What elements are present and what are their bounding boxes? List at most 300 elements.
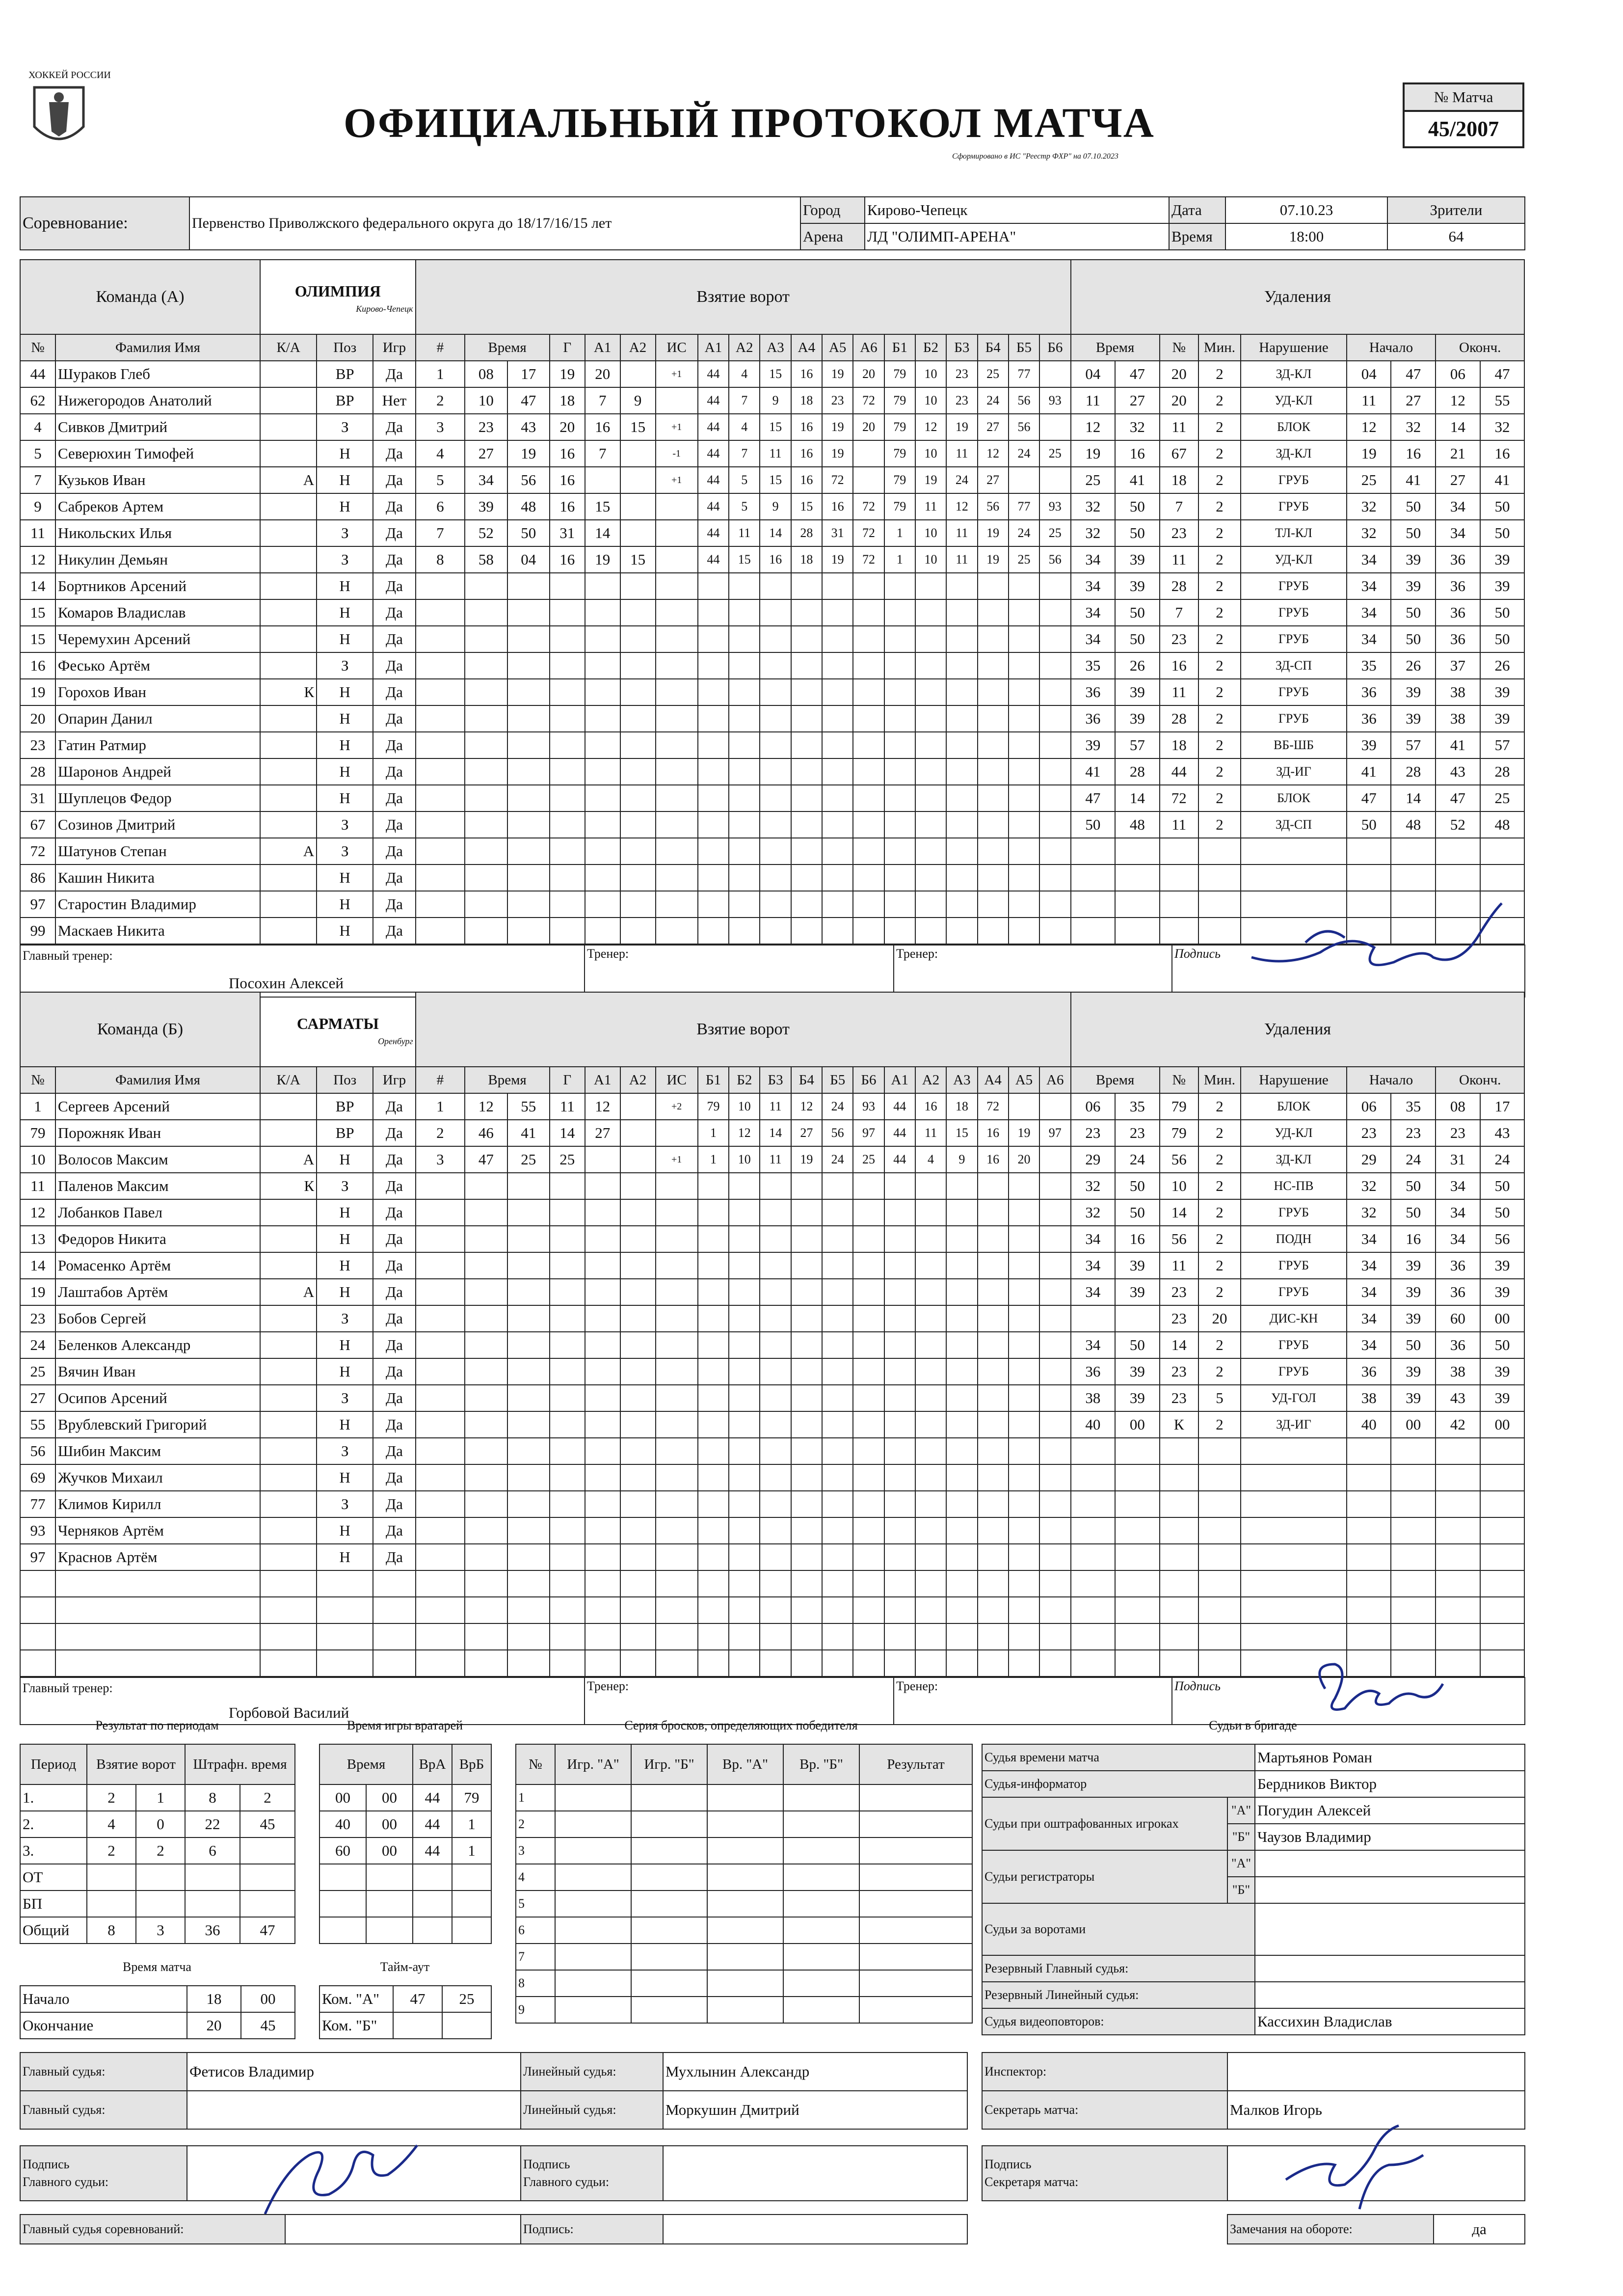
empty-cell	[1391, 1517, 1436, 1544]
onice-player: 1	[698, 1146, 729, 1173]
empty-cell	[656, 1358, 698, 1385]
penalty-second: 48	[1115, 811, 1160, 838]
timeout-table	[319, 1985, 492, 2039]
onice-player: 11	[946, 546, 977, 573]
empty-cell	[1241, 1464, 1347, 1491]
empty-cell	[416, 573, 465, 599]
empty-cell	[760, 1623, 791, 1650]
col-onice: А1	[698, 334, 729, 361]
period-name: 3.	[20, 1837, 87, 1864]
referee-signature-icon	[255, 2126, 432, 2229]
player-played: Да	[373, 1279, 415, 1305]
player-name: Осипов Арсений	[55, 1385, 260, 1411]
referee-label-2: Главный судья:	[20, 2091, 187, 2129]
player-number: 13	[20, 1226, 55, 1252]
player-played: Да	[373, 652, 415, 679]
reserve-head-label: Резервный Главный судья:	[982, 1955, 1255, 1982]
penalty-start-min: 04	[1347, 361, 1391, 387]
empty-cell	[620, 652, 656, 679]
empty-cell	[550, 1411, 585, 1438]
player-position: З	[317, 1173, 373, 1199]
goal-minute: 39	[465, 493, 507, 520]
match-number-box	[1403, 82, 1524, 148]
col-assist-2: А2	[620, 1067, 656, 1093]
onice-player: 1	[884, 520, 915, 546]
empty-cell	[416, 891, 465, 918]
linesman-label: Линейный судья:	[521, 2053, 663, 2091]
coach-label: Тренер:	[585, 945, 894, 997]
table-row	[20, 626, 1524, 652]
timekeeper-label: Судья времени матча	[982, 1744, 1255, 1771]
penalty-end-sec: 41	[1480, 467, 1525, 493]
pim-col: Штрафн. время	[185, 1744, 295, 1784]
empty-cell	[760, 652, 791, 679]
empty-cell	[1436, 1570, 1480, 1597]
empty-cell	[631, 1997, 707, 2023]
empty-cell	[465, 1252, 507, 1279]
penalty-end-min: 34	[1436, 1226, 1480, 1252]
empty-cell	[1071, 1438, 1116, 1464]
penalty-player: 56	[1160, 1146, 1198, 1173]
empty-cell	[915, 1385, 946, 1411]
empty-cell	[1160, 838, 1198, 864]
empty-cell	[585, 732, 620, 758]
empty-cell	[620, 1332, 656, 1358]
empty-cell	[698, 1517, 729, 1544]
penalty-second: 39	[1115, 1252, 1160, 1279]
empty-cell	[729, 1385, 760, 1411]
period-goals-a	[87, 1864, 136, 1891]
empty-cell	[978, 1173, 1009, 1199]
empty-cell	[656, 1252, 698, 1279]
onice-player: 44	[698, 387, 729, 414]
empty-cell	[698, 1358, 729, 1385]
penalty-minutes: 2	[1198, 1358, 1241, 1385]
empty-cell	[822, 811, 853, 838]
penalty-end-min: 34	[1436, 1199, 1480, 1226]
empty-cell	[791, 599, 822, 626]
empty-cell	[631, 1837, 707, 1864]
team-b-head-coach: Горбовой Василий	[229, 1704, 349, 1721]
empty-cell	[631, 1970, 707, 1997]
empty-cell	[1039, 573, 1070, 599]
penalty-start-min: 34	[1347, 546, 1391, 573]
penalty-minute: 12	[1071, 414, 1116, 440]
player-position: Н	[317, 1252, 373, 1279]
goal-assist-1: 19	[585, 546, 620, 573]
empty-cell	[783, 1891, 859, 1917]
empty-cell	[585, 1517, 620, 1544]
penalty-player: 23	[1160, 1358, 1198, 1385]
empty-cell	[1009, 599, 1039, 626]
penalty-start-min: 34	[1347, 573, 1391, 599]
goal-number: 4	[416, 440, 465, 467]
goal-assist-1: 16	[585, 414, 620, 440]
empty-cell	[656, 1332, 698, 1358]
empty-cell	[853, 811, 884, 838]
empty-cell	[698, 732, 729, 758]
onice-player: 16	[978, 1146, 1009, 1173]
period-row	[20, 1864, 295, 1891]
penalty-second: 39	[1115, 679, 1160, 705]
onice-player: 31	[822, 520, 853, 546]
empty-cell	[656, 1199, 698, 1226]
penalty-player: 16	[1160, 652, 1198, 679]
player-number: 19	[20, 679, 55, 705]
player-name: Созинов Дмитрий	[55, 811, 260, 838]
onice-player: 44	[698, 440, 729, 467]
city-label: Город	[800, 197, 865, 223]
player-position: Н	[317, 758, 373, 785]
empty-cell	[698, 1199, 729, 1226]
player-number: 79	[20, 1120, 55, 1146]
col-onice: А6	[1039, 1067, 1070, 1093]
penalty-start-sec: 39	[1391, 1385, 1436, 1411]
empty-cell	[1391, 1623, 1436, 1650]
onice-player: 56	[822, 1120, 853, 1146]
empty-cell	[978, 1332, 1009, 1358]
empty-cell	[1241, 1544, 1347, 1570]
empty-cell	[822, 1199, 853, 1226]
empty-cell	[507, 1544, 550, 1570]
onice-player	[1009, 1093, 1039, 1120]
penalty-infraction: ГРУБ	[1241, 1279, 1347, 1305]
penalty-infraction: ГРУБ	[1241, 493, 1347, 520]
shootout-col: Вр. "А"	[707, 1744, 783, 1784]
penalty-second: 16	[1115, 440, 1160, 467]
empty-cell	[822, 705, 853, 732]
penalty-end-min: 60	[1436, 1305, 1480, 1332]
penalty-start-min: 34	[1347, 1305, 1391, 1332]
empty-cell	[550, 1517, 585, 1544]
col-pen-start: Начало	[1347, 334, 1436, 361]
empty-cell	[507, 1226, 550, 1252]
goal-number: 3	[416, 414, 465, 440]
empty-cell	[1241, 838, 1347, 864]
penalty-start-sec: 48	[1391, 811, 1436, 838]
empty-cell	[416, 1199, 465, 1226]
empty-cell	[1115, 1491, 1160, 1517]
penalty-end-min: 47	[1436, 785, 1480, 811]
penalty-infraction: ГРУБ	[1241, 573, 1347, 599]
empty-cell	[978, 785, 1009, 811]
empty-cell	[1009, 1199, 1039, 1226]
gk-b	[452, 1917, 491, 1944]
empty-cell	[978, 1305, 1009, 1332]
player-played: Да	[373, 1305, 415, 1332]
empty-cell	[978, 838, 1009, 864]
empty-cell	[1071, 1597, 1116, 1623]
penalty-end-min: 36	[1436, 1332, 1480, 1358]
empty-cell	[507, 652, 550, 679]
onice-player: 25	[1039, 440, 1070, 467]
player-number: 31	[20, 785, 55, 811]
timeout-a-min: 47	[393, 1986, 442, 2012]
penalty-player: 67	[1160, 440, 1198, 467]
gk-row	[319, 1811, 491, 1837]
penalty-infraction: ПОДН	[1241, 1226, 1347, 1252]
player-name: Старостин Владимир	[55, 891, 260, 918]
empty-cell	[946, 864, 977, 891]
empty-cell	[1039, 732, 1070, 758]
onice-player: 12	[729, 1120, 760, 1146]
empty-cell	[946, 599, 977, 626]
penalty-second: 50	[1115, 1332, 1160, 1358]
empty-cell	[620, 1570, 656, 1597]
empty-cell	[822, 891, 853, 918]
empty-cell	[1436, 1464, 1480, 1491]
empty-cell	[1009, 732, 1039, 758]
empty-cell	[978, 1279, 1009, 1305]
onice-player: 44	[698, 361, 729, 387]
empty-cell	[550, 758, 585, 785]
player-number: 5	[20, 440, 55, 467]
linesman-1: Мухлынин Александр	[663, 2053, 967, 2091]
penalty-end-sec: 50	[1480, 493, 1525, 520]
player-name: Никулин Демьян	[55, 546, 260, 573]
empty-cell	[1039, 599, 1070, 626]
empty-cell	[978, 758, 1009, 785]
col-onice: А2	[915, 1067, 946, 1093]
empty-cell	[978, 652, 1009, 679]
penalty-end-sec: 25	[1480, 785, 1525, 811]
penalty-minutes: 2	[1198, 1226, 1241, 1252]
empty-cell	[1198, 1650, 1241, 1676]
table-row	[20, 1093, 1524, 1120]
empty-cell	[978, 599, 1009, 626]
goal-number: 1	[416, 361, 465, 387]
penalty-end-sec: 17	[1480, 1093, 1525, 1120]
penalty-start-min: 34	[1347, 626, 1391, 652]
period-pim-b	[240, 1864, 295, 1891]
penalty-end-min: 36	[1436, 599, 1480, 626]
empty-cell	[978, 1491, 1009, 1517]
empty-cell	[1115, 1464, 1160, 1491]
table-row	[20, 1491, 1524, 1517]
empty-cell	[760, 1411, 791, 1438]
player-role	[260, 1093, 317, 1120]
empty-cell	[791, 785, 822, 811]
penalty-minutes: 2	[1198, 467, 1241, 493]
empty-cell	[1009, 1623, 1039, 1650]
start-label: Начало	[20, 1986, 187, 2012]
penalty-start-sec: 50	[1391, 520, 1436, 546]
player-number: 77	[20, 1491, 55, 1517]
empty-cell	[550, 1173, 585, 1199]
player-number: 56	[20, 1438, 55, 1464]
penalty-infraction: ГРУБ	[1241, 1199, 1347, 1226]
empty-cell	[698, 1570, 729, 1597]
empty-cell	[698, 838, 729, 864]
empty-cell	[1347, 1570, 1391, 1597]
shootout-no: 9	[516, 1997, 555, 2023]
onice-player: 93	[853, 1093, 884, 1120]
empty-cell	[465, 626, 507, 652]
empty-cell	[1039, 1464, 1070, 1491]
player-number: 72	[20, 838, 55, 864]
gk-second: 00	[366, 1837, 413, 1864]
table-row	[20, 546, 1524, 573]
penalty-start-min: 19	[1347, 440, 1391, 467]
penalty-player: 14	[1160, 1332, 1198, 1358]
empty-cell	[822, 732, 853, 758]
penalty-minutes: 2	[1198, 758, 1241, 785]
empty-cell	[1115, 838, 1160, 864]
empty-cell	[946, 891, 977, 918]
penalty-minute: 34	[1071, 1332, 1116, 1358]
col-onice: А5	[1009, 1067, 1039, 1093]
penalty-end-min: 23	[1436, 1120, 1480, 1146]
penalty-minutes: 2	[1198, 1173, 1241, 1199]
player-role	[260, 1464, 317, 1491]
empty-cell	[465, 652, 507, 679]
empty-cell	[884, 1464, 915, 1491]
col-pen-min: Мин.	[1198, 334, 1241, 361]
gk-b	[452, 1891, 491, 1917]
empty-cell	[946, 758, 977, 785]
empty-cell	[853, 1570, 884, 1597]
onice-player: 5	[729, 467, 760, 493]
goal-situation: +1	[656, 1146, 698, 1173]
empty-cell	[1347, 1544, 1391, 1570]
team-b-block	[20, 992, 1525, 1725]
penalty-end-sec: 55	[1480, 387, 1525, 414]
empty-cell	[822, 1252, 853, 1279]
empty-cell	[822, 679, 853, 705]
player-played: Да	[373, 440, 415, 467]
empty-cell	[946, 1464, 977, 1491]
penalty-end-min: 38	[1436, 1358, 1480, 1385]
player-number: 12	[20, 1199, 55, 1226]
empty-cell	[1009, 705, 1039, 732]
empty-cell	[978, 1199, 1009, 1226]
penalty-end-sec: 43	[1480, 1120, 1525, 1146]
referee-label: Главный судья:	[20, 2053, 187, 2091]
penalty-minute: 34	[1071, 599, 1116, 626]
col-onice: А4	[978, 1067, 1009, 1093]
table-row	[20, 758, 1524, 785]
gk-minute	[319, 1864, 366, 1891]
table-row	[20, 361, 1524, 387]
empty-cell	[978, 918, 1009, 944]
empty-cell	[791, 705, 822, 732]
empty-cell	[760, 1385, 791, 1411]
empty-cell	[1009, 1385, 1039, 1411]
empty-cell	[915, 811, 946, 838]
player-played: Да	[373, 467, 415, 493]
penalty-minutes: 2	[1198, 440, 1241, 467]
goal-scorer: 16	[550, 440, 585, 467]
penalty-end-min: 36	[1436, 546, 1480, 573]
player-name: Вячин Иван	[55, 1358, 260, 1385]
empty-cell	[1039, 918, 1070, 944]
goal-assist-2	[620, 361, 656, 387]
empty-cell	[884, 1570, 915, 1597]
penalty-end-min: 42	[1436, 1411, 1480, 1438]
empty-cell	[791, 1411, 822, 1438]
linesman-label-2: Линейный судья:	[521, 2091, 663, 2129]
player-position: З	[317, 838, 373, 864]
penalty-start-min: 40	[1347, 1411, 1391, 1438]
onice-player: 18	[946, 1093, 977, 1120]
penalty-second: 50	[1115, 1199, 1160, 1226]
goal-second: 04	[507, 546, 550, 573]
shootout-row	[516, 1997, 972, 2023]
empty-cell	[729, 1570, 760, 1597]
period-row	[20, 1811, 295, 1837]
empty-cell	[1009, 864, 1039, 891]
empty-cell	[760, 599, 791, 626]
goal-assist-2	[620, 1120, 656, 1146]
referee-signatures	[20, 2145, 968, 2201]
gk-b	[452, 1864, 491, 1891]
empty-cell	[760, 1438, 791, 1464]
penalty-end-min: 12	[1436, 387, 1480, 414]
penalty-start-min: 36	[1347, 1358, 1391, 1385]
empty-cell	[822, 652, 853, 679]
empty-cell	[698, 758, 729, 785]
onice-player: 1	[698, 1120, 729, 1146]
penalty-end-min: 34	[1436, 1173, 1480, 1199]
shootout-row	[516, 1837, 972, 1864]
logo-caption: ХОККЕЙ РОССИИ	[28, 70, 111, 81]
goal-scorer: 14	[550, 1120, 585, 1146]
empty-cell	[1009, 838, 1039, 864]
col-onice: Б2	[729, 1067, 760, 1093]
empty-cell	[853, 1279, 884, 1305]
player-played: Да	[373, 1252, 415, 1279]
goal-assist-2	[620, 467, 656, 493]
player-number: 25	[20, 1358, 55, 1385]
player-number: 4	[20, 414, 55, 440]
period-goals-b	[136, 1891, 185, 1917]
player-name: Лаштабов Артём	[55, 1279, 260, 1305]
empty-cell	[656, 679, 698, 705]
penalty-end-sec: 00	[1480, 1411, 1525, 1438]
penalty-infraction: ГРУБ	[1241, 705, 1347, 732]
player-played: Да	[373, 1173, 415, 1199]
goal-second: 47	[507, 387, 550, 414]
period-row	[20, 1917, 295, 1944]
penalty-end-sec: 24	[1480, 1146, 1525, 1173]
empty-cell	[698, 1597, 729, 1623]
reg-a-tag: "А"	[1227, 1850, 1255, 1877]
penalty-minutes: 2	[1198, 1411, 1241, 1438]
empty-cell	[698, 626, 729, 652]
empty-cell	[1115, 1597, 1160, 1623]
goal-situation: +1	[656, 467, 698, 493]
empty-cell	[978, 1570, 1009, 1597]
empty-cell	[1391, 1438, 1436, 1464]
player-played: Да	[373, 1385, 415, 1411]
empty-cell	[1160, 1438, 1198, 1464]
empty-cell	[465, 811, 507, 838]
onice-player: 11	[760, 1146, 791, 1173]
empty-cell	[620, 1305, 656, 1332]
player-played: Да	[373, 1332, 415, 1358]
player-number: 20	[20, 705, 55, 732]
empty-cell	[550, 1623, 585, 1650]
empty-cell	[1436, 1544, 1480, 1570]
player-position: З	[317, 1385, 373, 1411]
empty-cell	[915, 1517, 946, 1544]
empty-cell	[853, 838, 884, 864]
empty-cell	[946, 1173, 977, 1199]
empty-cell	[416, 1305, 465, 1332]
empty-cell	[978, 1411, 1009, 1438]
player-played: Да	[373, 599, 415, 626]
empty-cell	[729, 652, 760, 679]
